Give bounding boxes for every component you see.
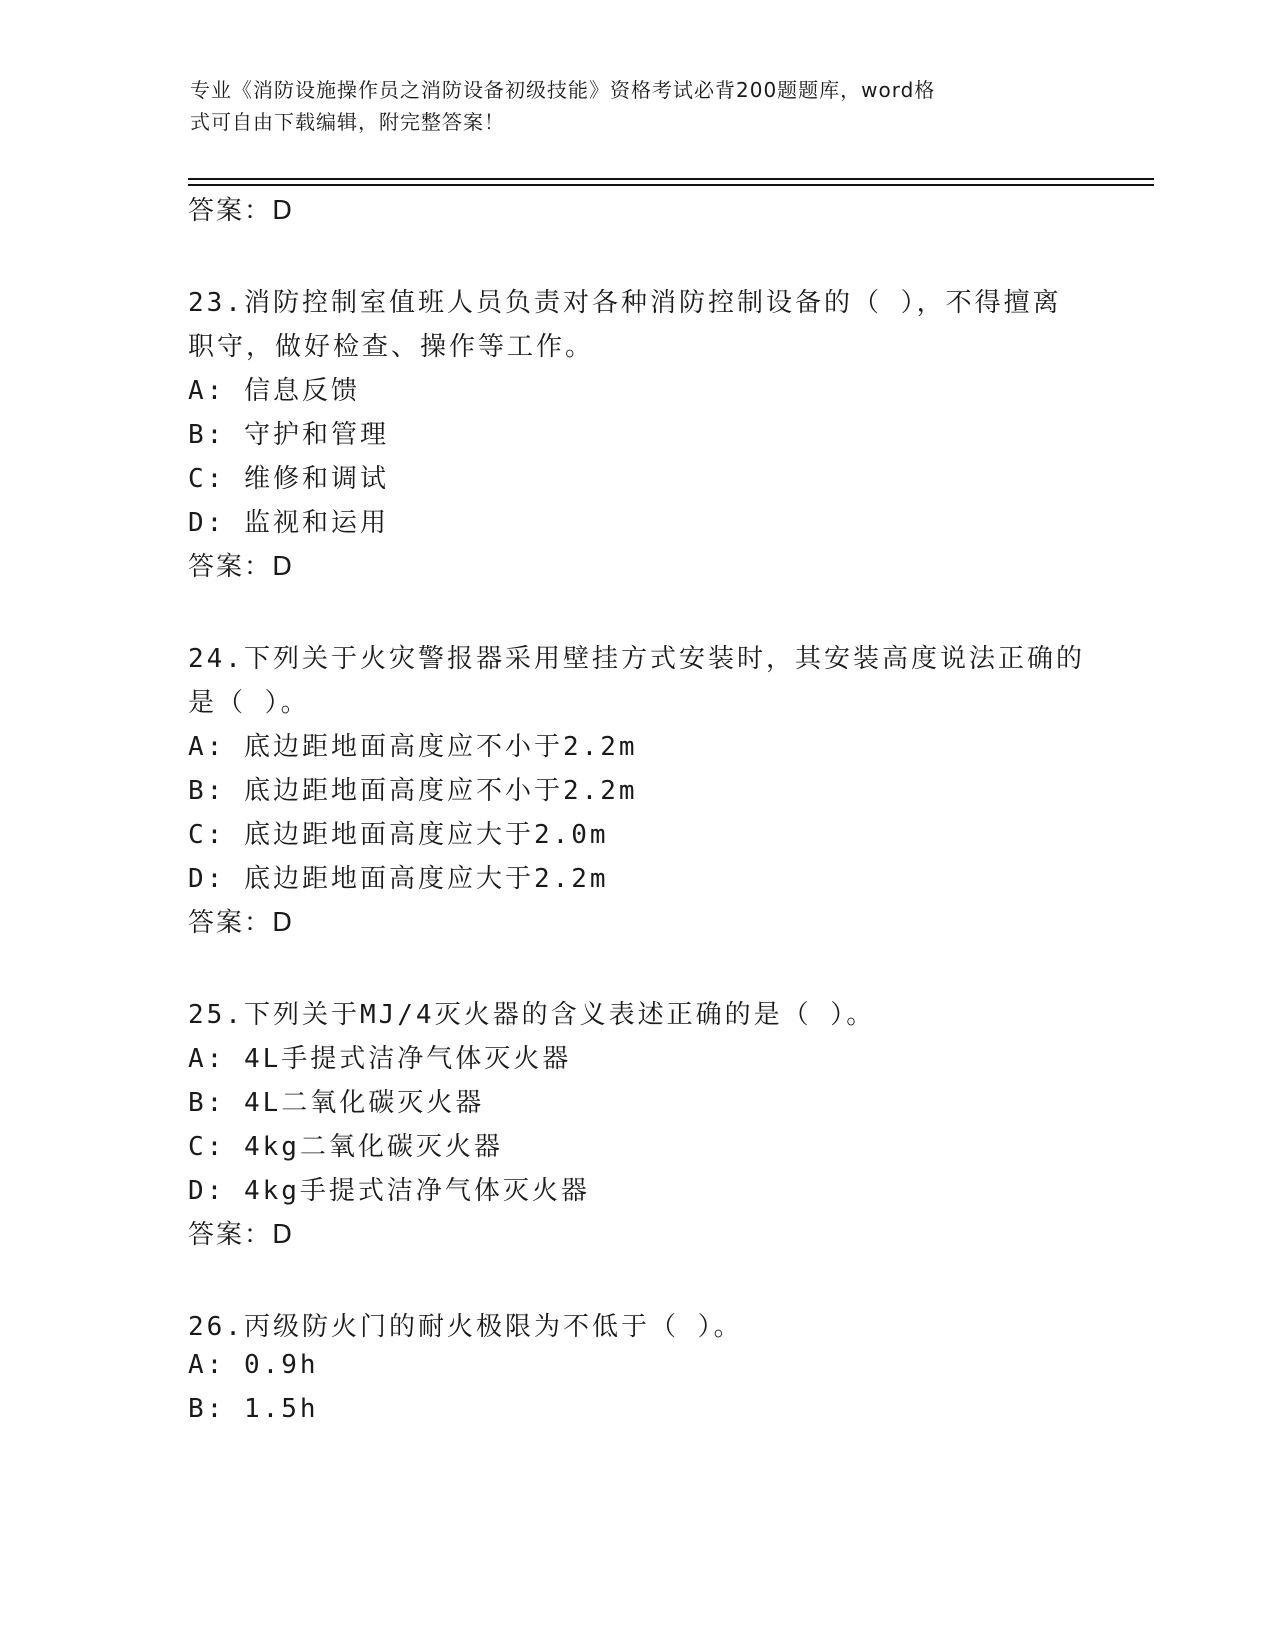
question-25-option-d: D: 4kg手提式洁净气体灭火器 [188, 1176, 590, 1206]
previous-answer: 答案：D [188, 196, 295, 226]
question-24-option-c: C: 底边距地面高度应大于2.0m [188, 820, 609, 850]
question-23-stem-line-1: 23.消防控制室值班人员负责对各种消防控制设备的（ ），不得擅离 [188, 288, 1062, 318]
question-24-answer: 答案：D [188, 908, 295, 938]
question-26-option-b: B: 1.5h [188, 1394, 319, 1424]
question-23-stem-line-2: 职守，做好检查、操作等工作。 [188, 332, 595, 362]
question-25-option-a: A: 4L手提式洁净气体灭火器 [188, 1044, 572, 1074]
header-divider-bottom [188, 184, 1154, 186]
question-23-answer: 答案：D [188, 552, 295, 582]
question-23-option-d: D: 监视和运用 [188, 508, 389, 538]
question-25-option-b: B: 4L二氧化碳灭火器 [188, 1088, 485, 1118]
header-line-1: 专业《消防设施操作员之消防设备初级技能》资格考试必背200题题库，word格 [190, 78, 936, 102]
question-24-stem-line-2: 是（ ）。 [188, 688, 310, 718]
question-26-stem-line-1: 26.丙级防火门的耐火极限为不低于（ ）。 [188, 1312, 743, 1342]
document-header [190, 74, 1090, 138]
question-23-option-a: A: 信息反馈 [188, 376, 360, 406]
question-23-option-b: B: 守护和管理 [188, 420, 389, 450]
header-line-2: 式可自由下载编辑，附完整答案！ [190, 110, 505, 134]
question-25-option-c: C: 4kg二氧化碳灭火器 [188, 1132, 503, 1162]
question-24-stem-line-1: 24.下列关于火灾警报器采用壁挂方式安装时，其安装高度说法正确的 [188, 644, 1085, 674]
question-25-answer: 答案：D [188, 1220, 295, 1250]
header-divider-top [188, 178, 1154, 180]
question-23-option-c: C: 维修和调试 [188, 464, 389, 494]
question-24-option-a: A: 底边距地面高度应不小于2.2m [188, 732, 638, 762]
question-24-option-b: B: 底边距地面高度应不小于2.2m [188, 776, 638, 806]
question-26-option-a: A: 0.9h [188, 1350, 319, 1380]
question-25-stem-line-1: 25.下列关于MJ/4灭火器的含义表述正确的是（ ）。 [188, 1000, 876, 1030]
question-24-option-d: D: 底边距地面高度应大于2.2m [188, 864, 609, 894]
